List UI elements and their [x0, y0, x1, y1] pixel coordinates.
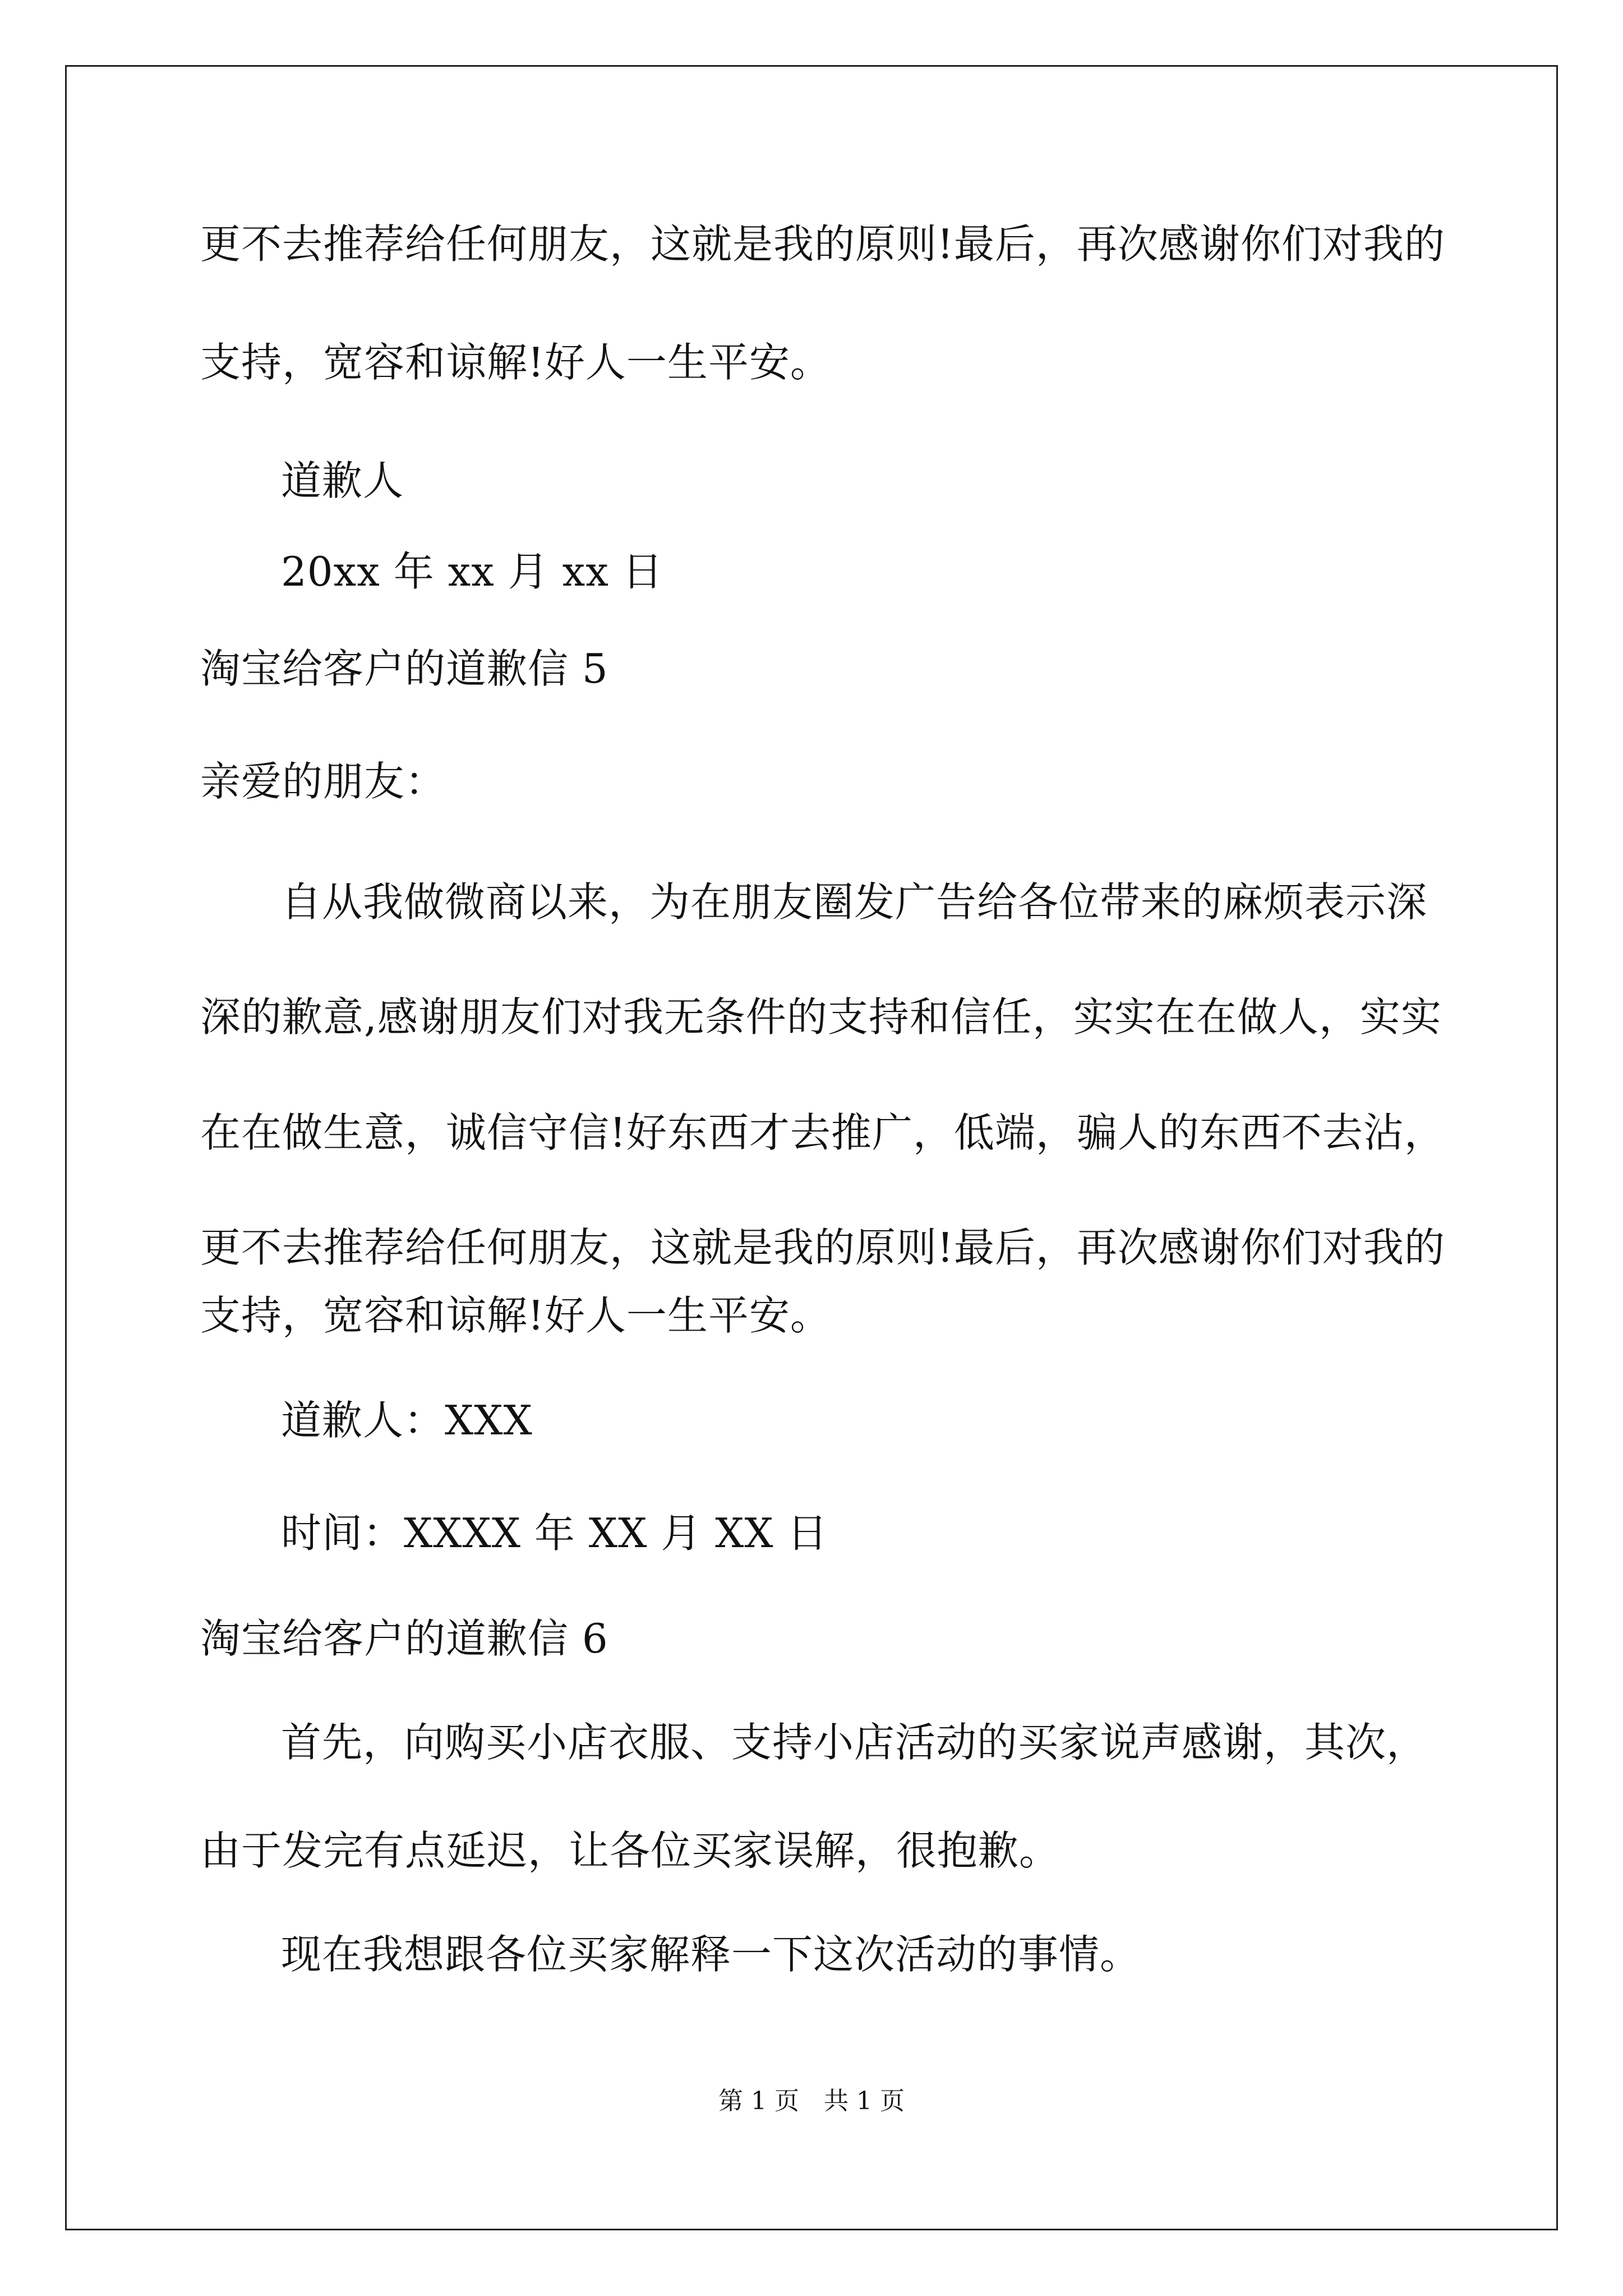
text-line: 支持，宽容和谅解!好人一生平安。: [200, 339, 831, 386]
page-footer: 第 1 页 共 1 页: [718, 2087, 905, 2115]
date-line: 20xx 年 xx 月 xx 日: [281, 548, 663, 595]
text-line: 更不去推荐给任何朋友，这就是我的原则!最后，再次感谢你们对我的: [200, 1224, 1445, 1271]
salutation: 亲爱的朋友：: [200, 758, 446, 805]
text-line: 支持，宽容和谅解!好人一生平安。: [200, 1292, 831, 1339]
date-line: 时间：XXXX 年 XX 月 XX 日: [281, 1510, 828, 1557]
text-line: 现在我想跟各位买家解释一下这次活动的事情。: [281, 1931, 1141, 1978]
text-line: 在在做生意，诚信守信!好东西才去推广，低端，骗人的东西不去沾，: [200, 1109, 1445, 1156]
section-heading: 淘宝给客户的道歉信 5: [200, 645, 608, 692]
text-line: 更不去推荐给任何朋友，这就是我的原则!最后，再次感谢你们对我的: [200, 220, 1445, 268]
text-line: 首先，向购买小店衣服、支持小店活动的买家说声感谢，其次，: [281, 1719, 1428, 1766]
signature-label: 道歉人: [281, 457, 404, 504]
section-heading: 淘宝给客户的道歉信 6: [200, 1615, 608, 1662]
text-line: 自从我做微商以来，为在朋友圈发广告给各位带来的麻烦表示深: [281, 878, 1428, 926]
text-line: 深的歉意,感谢朋友们对我无条件的支持和信任，实实在在做人，实实: [200, 993, 1442, 1041]
text-line: 由于发完有点延迟，让各位买家误解，很抱歉。: [200, 1827, 1061, 1874]
signature-label: 道歉人：XXX: [281, 1397, 533, 1444]
